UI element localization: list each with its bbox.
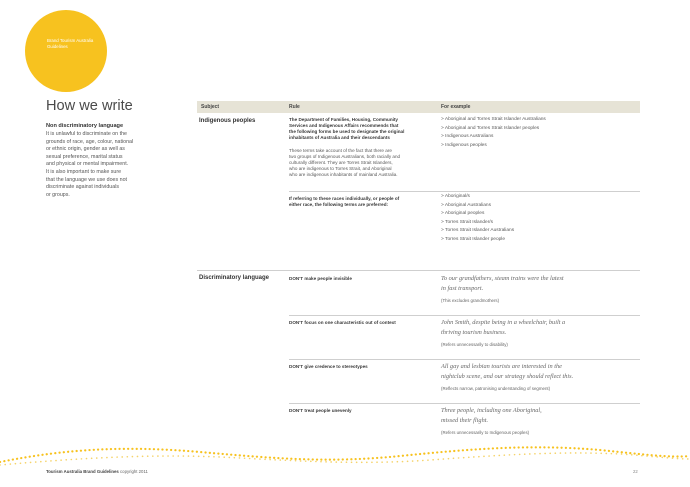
- intro-line: discriminate against individuals: [46, 184, 120, 191]
- footer-copyright: copyright 2011: [120, 469, 148, 474]
- example-quote: Three people, including one Aboriginal, missed their flight.: [441, 407, 542, 424]
- discriminatory-rule: DON'T treat people unevenly: [289, 408, 352, 413]
- badge-line-1: Brand Tourism Australia: [47, 38, 94, 43]
- list-item: > Aboriginal/s: [441, 194, 470, 199]
- intro-line: grounds of race, age, colour, national: [46, 138, 134, 145]
- example-note: (This excludes grandmothers): [441, 298, 500, 303]
- example-note: (Reflects narrow, patronising understanding of segment): [441, 386, 551, 391]
- discriminatory-rule: DON'T give credence to stereotypes: [289, 364, 368, 369]
- discriminatory-rule: DON'T make people invisible: [289, 276, 352, 281]
- example-quote: To our grandfathers, steam trains were the latest in fast transport.: [441, 275, 564, 292]
- row-divider: [289, 359, 640, 360]
- intro-line: or groups.: [46, 191, 70, 198]
- discriminatory-rule: DON'T focus on one characteristic out of context: [289, 320, 396, 325]
- page-number: 22: [633, 469, 638, 474]
- intro-body: [46, 131, 154, 199]
- header-example: For example: [441, 104, 471, 110]
- example-quote: John Smith, despite being in a wheelchair, built a thriving tourism business.: [441, 319, 566, 336]
- intro-line: It is unlawful to discriminate on the: [46, 131, 127, 137]
- intro-line: It is also important to make sure: [46, 168, 122, 175]
- badge-line-2: Guidelines: [47, 43, 68, 49]
- row-divider: [289, 403, 640, 404]
- subject-indigenous: Indigenous peoples: [199, 118, 256, 124]
- indigenous-rule-1: The Department of Families, Housing, Community Services and Indigenous Affairs recommends that the following forms be used to designate the original inhabitants of Australia and their descendants: [289, 117, 405, 140]
- list-item: > Torres Strait Islander Australians: [441, 228, 515, 234]
- dotted-wave-decoration: [0, 438, 690, 468]
- list-item: > Aboriginal and Torres Strait Islander Australians: [441, 117, 546, 122]
- footer-brand: Tourism Australia Brand Guidelines: [46, 469, 119, 474]
- row-divider: [289, 315, 640, 316]
- indigenous-rule-1-note: These terms take account of the fact that there are two groups of Indigenous Australians, both racially and culturally different. They are Torres Strait Islanders, who are indigenous to Torres Strait, and Aboriginal who are indigenous inhabitants of mainland Australia.: [289, 148, 401, 177]
- example-note: (Refers unnecessarily to Indigenous peoples): [441, 430, 530, 435]
- page-title: How we write: [46, 98, 133, 114]
- intro-line: that the language we use does not: [46, 176, 127, 183]
- brand-badge-text: [47, 38, 93, 49]
- list-item: > Aboriginal and Torres Strait Islander peoples: [441, 125, 540, 131]
- intro-subheading: Non discriminatory language: [46, 123, 124, 129]
- table-header: [197, 101, 640, 113]
- indigenous-rule-2: If referring to these races individually, or people of either race, the following terms are preferred:: [289, 196, 400, 207]
- brand-sun-logo: [25, 10, 107, 92]
- list-item: > Indigenous Australians: [441, 134, 494, 140]
- footer-credit: [46, 469, 148, 474]
- list-item: > Torres Strait Islander people: [441, 236, 506, 242]
- subject-discriminatory: Discriminatory language: [199, 275, 270, 281]
- list-item: > Aboriginal Australians: [441, 202, 491, 208]
- intro-line: or ethnic origin, gender as well as: [46, 146, 125, 153]
- header-subject: Subject: [201, 104, 220, 110]
- list-item: > Torres Strait Islander/s: [441, 219, 494, 225]
- row-divider: [289, 191, 640, 192]
- header-rule: Rule: [289, 104, 300, 110]
- example-note: (Refers unnecessarily to disability): [441, 342, 508, 347]
- list-item: > Indigenous peoples: [441, 142, 487, 148]
- intro-line: and physical or mental impairment.: [46, 161, 129, 168]
- example-quote: All gay and lesbian tourists are interested in the nightclub scene, and our strategy should reflect this.: [441, 363, 574, 380]
- intro-line: sexual preference, marital status: [46, 153, 123, 160]
- section-divider: [197, 270, 640, 271]
- indigenous-examples-2: [441, 193, 514, 245]
- indigenous-examples-1: [441, 116, 546, 150]
- list-item: > Aboriginal peoples: [441, 211, 485, 217]
